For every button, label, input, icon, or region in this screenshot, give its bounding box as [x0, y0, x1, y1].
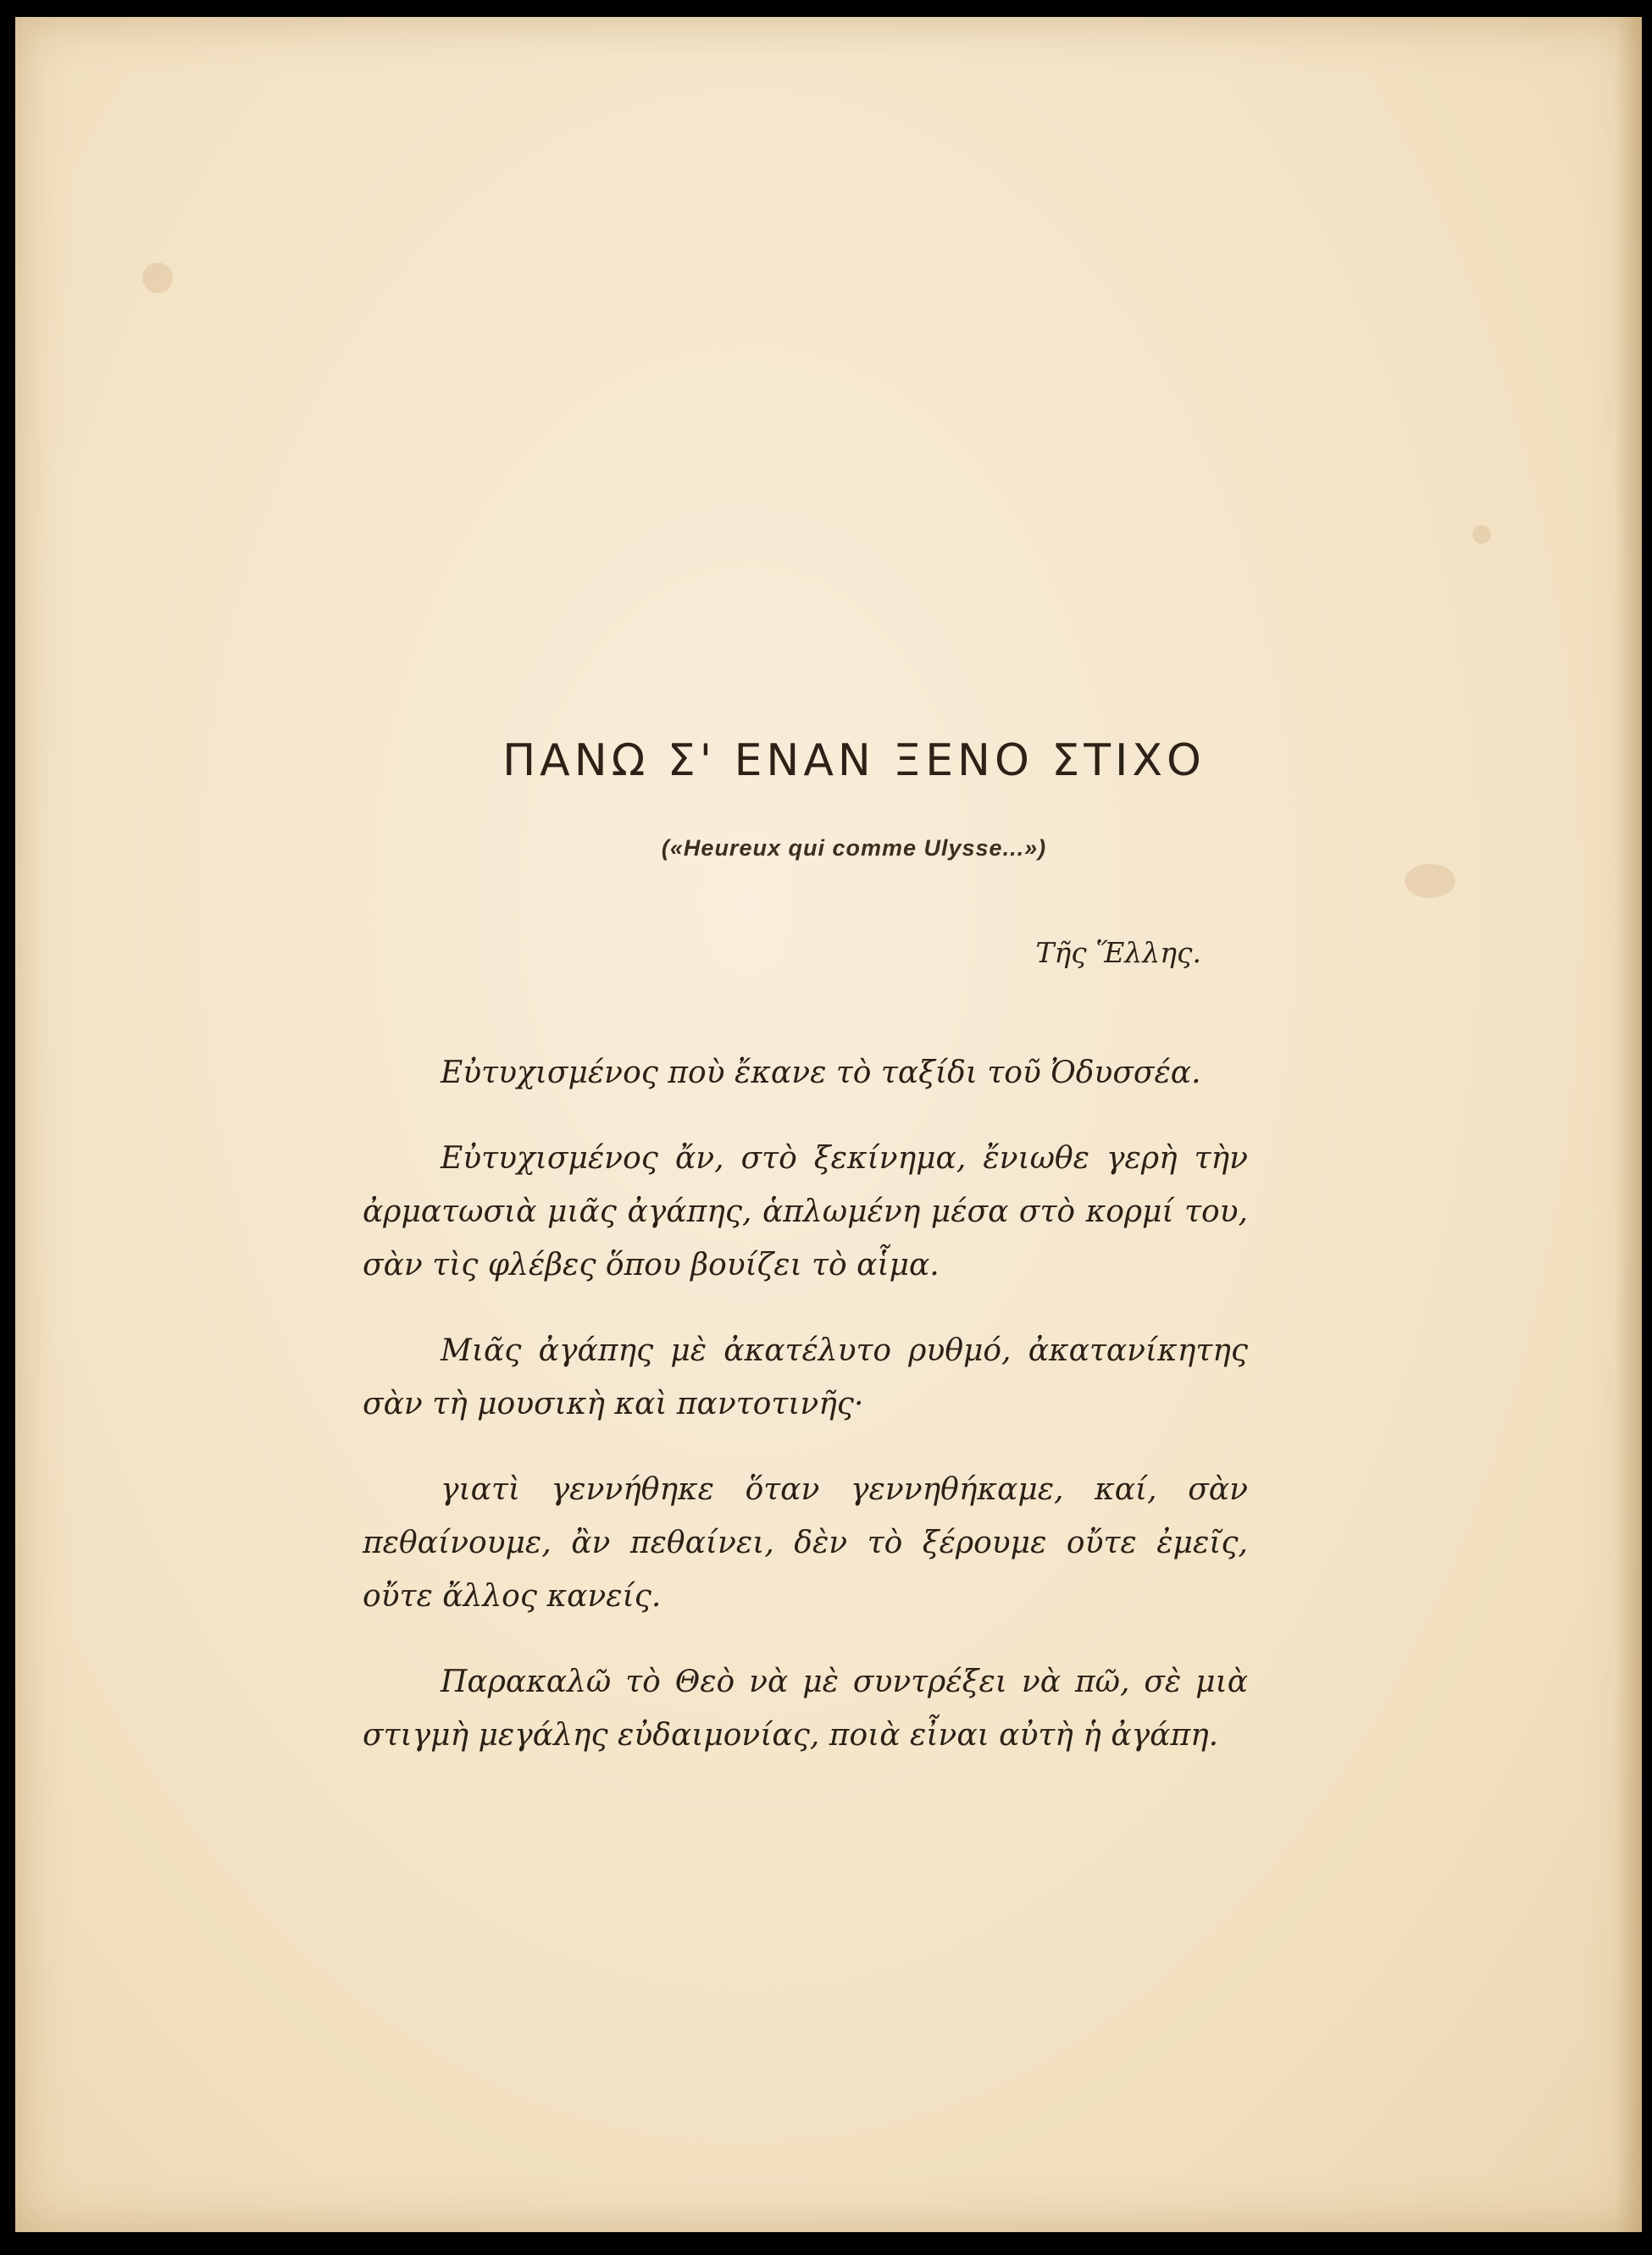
dedication: Τῆς Ἕλλης. [1035, 936, 1201, 969]
poem-paragraph: Μιᾶς ἀγάπης μὲ ἀκατέλυτο ρυθμό, ἀκατανίκητης σὰν τὴ μουσικὴ καὶ παντοτινῆς· [363, 1333, 1248, 1421]
poem-paragraph: γιατὶ γεννήθηκε ὅταν γεννηθήκαμε, καί, σὰν πεθαίνουμε, ἂν πεθαίνει, δὲν τὸ ξέρουμε οὔτε ἐμεῖς, οὔτε ἄλλος κανείς. [363, 1472, 1248, 1614]
subtitle: («Heureux qui comme Ulysse...») [661, 835, 1047, 861]
poem-body [363, 1046, 1248, 1794]
page-title: ΠΑΝΩ Σ' ΕΝΑΝ ΞΕΝΟ ΣΤΙΧΟ [502, 735, 1206, 786]
poem-paragraph: Παρακαλῶ τὸ Θεὸ νὰ μὲ συντρέξει νὰ πῶ, σὲ μιὰ στιγμὴ μεγάλης εὐδαιμονίας, ποιὰ εἶναι αὐτὴ ἡ ἀγάπη. [363, 1665, 1248, 1753]
paper-stain [1405, 864, 1455, 898]
poem-paragraph: Εὐτυχισμένος ἄν, στὸ ξεκίνημα, ἔνιωθε γερὴ τὴν ἀρματωσιὰ μιᾶς ἀγάπης, ἁπλωμένη μέσα στὸ κορμί του, σὰν τὶς φλέβες ὅπου βουίζει τὸ αἷμα. [363, 1141, 1248, 1283]
paper-page [15, 17, 1642, 2232]
paper-stain [1472, 525, 1491, 544]
poem-paragraph: Εὐτυχισμένος ποὺ ἔκανε τὸ ταξίδι τοῦ Ὀδυσσέα. [441, 1055, 1201, 1090]
paper-stain [142, 263, 173, 293]
